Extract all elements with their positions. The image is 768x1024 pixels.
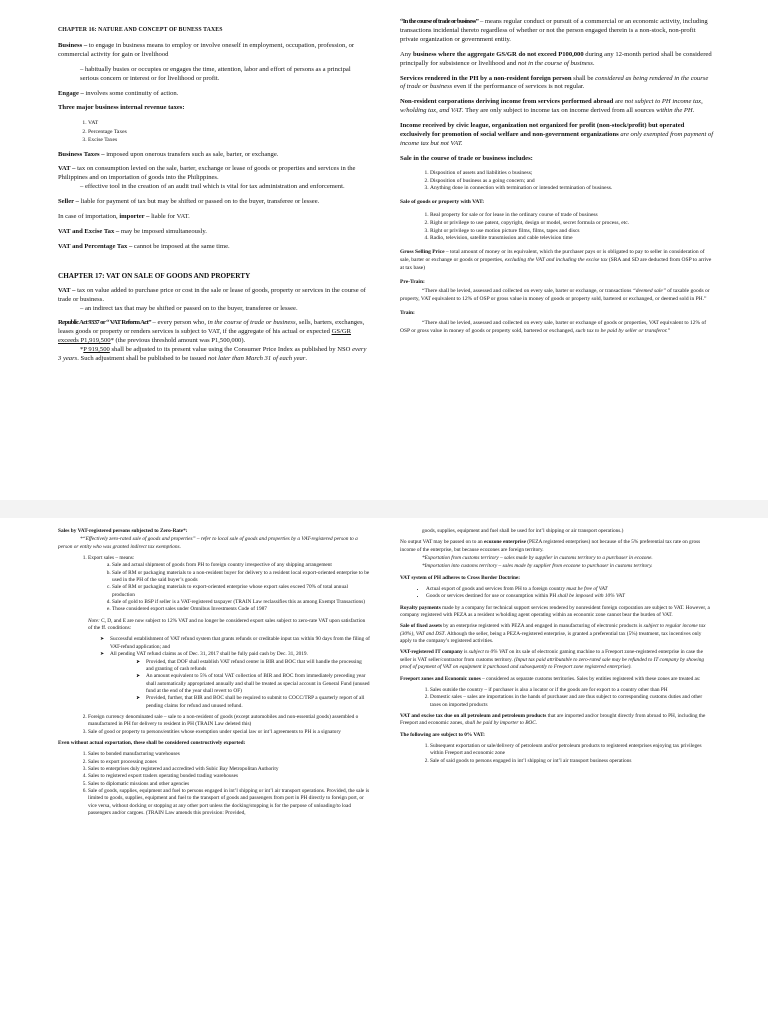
chapter-17-heading: CHAPTER 17: VAT ON SALE OF GOODS AND PROPERTY [58,271,251,280]
vat-excise-note: VAT and Excise Tax – may be imposed simultaneously. [58,228,207,235]
export-sales-list [88,562,370,613]
ecozone-paragraph: No output VAT may be passed on to an ecozone enterprise (PEZA registered enterprises) not because of the 5% preferential tax rate on gross income of the enterprise, but because ecozones are foreign territory. [400,539,701,553]
list-item: 3. Right or privilege to use motion picture films, films, tapes and discs [430,228,714,236]
fixed-assets-paragraph: Sale of fixed assets by an enterprise registered with PEZA and engaged in manufacturing of electronic products is subject to regular income tax (30%), VAT and DST. Although the seller, being a PEZA-registered enterprise, is granted a preferential tax (5%) treatment, tax incentives only apply to the company’s registered activities. [400,623,706,645]
list-item: 2. Sale of said goods to persons engaged in int’l shipping or int’l air transport business operations [430,758,714,765]
cross-border-list [400,586,714,601]
importation-note: *Importation into customs territory – sales made by supplier from ecozone to purchaser in customs territory. [422,563,653,570]
cross-border-heading: VAT system of PH adheres to Cross Border Doctrine: [400,574,521,581]
list-item: ➤ • An amount equivalent to 5% of total VAT collection of BIR and BOC from immediately preceding year shall automatically appropriated annually and shall be treated as special account in General Fund (unused fund at the end of the year shall revert to OF) [146,673,370,695]
list-item: 3. Sale of good or property to persons/entities whose exemption under special law or int’l agreements to PH is a signatory [88,729,370,736]
list-item: 2. Sales to export processing zones [88,759,370,766]
vat-percentage-note: VAT and Percentage Tax – cannot be imposed at the same time. [58,242,230,250]
list-item: c. Sale of RM or packaging materials to export-oriented enterprise whose export sales exceed 70% of total annual production [112,584,370,599]
list-item: 2. Domestic sales – sales are importations in the hands of purchaser and are thus subject to corresponding customs duties and other taxes on imported products [430,694,714,709]
list-item: 1. Export sales – means: a. Sale and actual shipment of goods from PH to foreign country irrespective of any shipping arrangement b. Sale of RM or packaging materials to a non-resident buyer for delivery to a resident local export-oriented enterprise to be used in the PH of the said buyer’s goods c. Sale of RM or packaging materials to export-oriented enterprise whose export sales exceed 70% of total annual production d. Sale of gold to BSP if seller is a VAT-registered taxpayer (TRAIN Law reclassifies this as among Exempt Transactions) e. Those considered export sales under Omnibus Investments Code of 1987 Note: C, D, and E are now subject to 12% VAT and no longer be considered export sales subject to zero-rate VAT upon satisfaction of the ff. conditions: ➤ Successful establishment of VAT refund system that grants refunds or creditable input tax within 90 days from the filing of VAT-refund application; and ➤ All pending VAT refund claims as of Dec. 31, 2017 shall be fully paid cash by Dec. 31, 2019. ➤ • Provided, that DOF shall establish VAT refund center in BIR and BOC that will handle the processing and granting of cash refunds ➤ • An amount equivalent to 5% of total VAT collection of BIR and BOC from immediately preceding year shall automatically appropriated annually and shall be treated as special account in General Fund (unused fund at the end of the year shall revert to OF) ➤ • Provided, further, that BIR and BOC shall be required to submit to COCC/TRP a quarterly report of all pending claims for refund and unused refund. [88,555,370,710]
list-item: ➤ • Provided, that DOF shall establish VAT refund center in BIR and BOC that will handle the processing and granting of cash refunds [146,659,370,674]
list-item: 2. Right or privilege to use patent, copyright, design or model, secret formula or process, etc. [430,220,714,228]
list-item: • Goods or services destined for use or consumption within PH shall be imposed with 10% VAT [426,593,714,600]
list-item: 1. VAT [88,119,370,127]
subsistence-paragraph: Any business where the aggregate GS/GR do not exceed P100,000 during any 12-month period shall be considered principally for subsistence or livelihood and not in the course of business. [400,50,712,67]
list-item: 1. Subsequent exportation or sale/delivery of petroleum and/or petroleum products to registered enterprises enjoying tax privileges within Freeport and economic zone [430,743,714,758]
list-item: b. Sale of RM or packaging materials to a non-resident buyer for delivery to a resident local export-oriented enterprise to be used in the PH of the said buyer’s goods [112,570,370,585]
exportation-note: *Exportation from customs territory – sales made by supplier in customs territory to a purchaser in ecozone. [422,555,653,562]
threshold-adjustment: *P 919,500 shall be adjusted to its present value using the Consumer Price Index as published by NSO every 3 years. Such adjustment shall be published to be issued not later than March 31 of each year. [58,346,367,363]
it-company-paragraph: VAT-registered IT company is subject to 0% VAT on its sale of electronic gaming machine to a Freeport zone-registered enterprise in case the seller is VAT seller/contractor from customs territory. (Input tax paid attributable to zero-rated sale may be refunded to IT company by showing proof of payment of VAT on equipment it purchased and subsequently to Freeport zone registered enterprise). [400,649,704,671]
services-paragraph: Services rendered in the PH by a non-resident foreign person shall be considered as being rendered in the course of trade or business even if the performance of services is not regular. [400,74,709,91]
list-item: 5. Sales to diplomatic missions and other agencies [88,781,370,788]
page-divider [0,500,768,518]
non-resident-paragraph: Non-resident corporations deriving income from services performed abroad are not subject to PH income tax, w/holding tax, and VAT. They are only subject to income tax on income derived from all sources within the PH. [400,98,703,115]
list-item: ➤ All pending VAT refund claims as of Dec. 31, 2017 shall be fully paid cash by Dec. 31, 2019. ➤ • Provided, that DOF shall establish VAT refund center in BIR and BOC that will handle the processing and granting of cash refunds ➤ • An amount equivalent to 5% of total VAT collection of BIR and BOC from immediately preceding year shall automatically appropriated annually and shall be treated as special account in General Fund (unused fund at the end of the year shall revert to OF) ➤ • Provided, further, that BIR and BOC shall be required to submit to COCC/TRP a quarterly report of all pending claims for refund and unused refund. [110,651,370,710]
sale-goods-heading: Sale of goods or property with VAT: [400,199,485,206]
export-outer-list [58,555,370,736]
list-item: 1. Real property for sale or for lease in the ordinary course of trade of business [430,212,714,220]
constructive-export-heading: Even without actual exportation, these shall be considered constructively exported: [58,739,246,746]
list-item: 1. Sales outside the country – if purchaser is also a locator or if the goods are for export to a country other than PH [430,687,714,694]
document-page-2 [0,518,768,1024]
petroleum-paragraph: VAT and excise tax due on all petroleum and petroleum products that are imported and/or brought directly from abroad to PH, including the Freeport and economic zones, shall be paid by importer to BOC. [400,712,706,727]
continued-text: goods, supplies, equipment and fuel shall be used for int’l shipping or air transport operations.) [422,528,624,534]
list-item: 2. Percentage Taxes [88,128,370,136]
business-taxes-definition: Business Taxes – imposed upon onerous transfers such as sale, barter, or exchange. [58,150,279,158]
vat-2-definition: VAT – tax on value added to purchase price or cost in the sale or lease of goods, property or services in the course of trade or business. [58,286,366,303]
vat-definition-2: – effective tool in the creation of an audit trail which is vital for tax administration and enforcement. [80,183,345,191]
list-item: d. Sale of gold to BSP if seller is a VAT-registered taxpayer (TRAIN Law reclassifies this as among Exempt Transactions) [112,599,370,606]
train-paragraph: “There shall be levied, assessed and collected on every sale, barter or exchange of goods or properties, VAT equivalent to 12% of OSP or gross value in money of goods or property sold, bartered or exchanged, such tax to be paid by seller or transferor.” [400,319,707,334]
freeport-list [400,687,714,709]
list-item: 4. Sales to registered export traders operating bonded trading warehouses [88,773,370,780]
export-note: Note: C, D, and E are now subject to 12% VAT and no longer be considered export sales subject to zero-rate VAT upon satisfaction of the ff. conditions: [88,617,366,632]
business-definition-2: – habitually busies or occupies or engages the time, attention, labor and effort of persons as a principal serious concern or interest or for livelihood or profit. [80,65,351,82]
list-item: 2. Disposition of business as a going concern; and [430,178,714,186]
seller-definition: Seller – liable for payment of tax but may be shifted or passed on to the buyer, transferee or lessee. [58,198,320,206]
list-item: 3. Anything done in connection with termination or intended termination of business. [430,185,714,193]
course-of-trade-definition: “In the course of trade or business” – means regular conduct or pursuit of a commercial or an economic activity, including transactions incidental thereto regardless of whether or not the person engaged therein is a non-stock, non-profit private organization or government entity. [400,18,708,43]
list-item: 3. Excise Taxes [88,136,370,144]
list-item: 1. Disposition of assets and liabilities o business; [430,170,714,178]
list-item: e. Those considered export sales under Omnibus Investments Code of 1987 [112,606,370,613]
royalty-paragraph: Royalty payments made by a company for technical support services rendered by nonresident foreign corporation are subject to VAT. However, a company registered with PEZA as a resident w/holding agent operating within an economic zone cannot bear the burden of VAT. [400,604,710,619]
page-2-left-column [58,528,370,821]
constructive-export-list [58,751,370,817]
gross-selling-price-paragraph: Gross Selling Price – total amount of money or its equivalent, which the purchaser pays or is obligated to pay to seller in consideration of sale, barter or exchange or goods or properties, excluding the VAT and including the excise tax (SRA and SD are deducted from OSP to arrive at tax base) [400,249,712,271]
document-page-1 [0,0,768,500]
freeport-paragraph: Freeport zones and Economic zones – considered as separate customs territories. Sales by entities registered with these zones are treated as: [400,675,701,682]
list-item: 1. Sales to bonded manufacturing warehouses [88,751,370,758]
list-item: 6. Sale of goods, supplies, equipment and fuel to persons engaged in int’l shipping or int’l air transport operations. Provided, the sale is limited to goods, supplies, equipment and fuel to the transport of goods and passengers from port in PH directly to foreign port, or vice versa, without docking or stopping at any other port unless the docking/stopping is for the purpose of unloading/to load passengers and/or cargoes. (TRAIN Law amends this provision: Provided, [88,788,370,817]
business-definition: Business – to engage in business means to employ or involve oneself in employment, occupation, profession, or commercial activity for gain or livelihood [58,41,355,58]
three-major-heading: Three major business internal revenue taxes: [58,104,185,112]
list-item: a. Sale and actual shipment of goods from PH to foreign country irrespective of any shipping arrangement [112,562,370,569]
list-item: ➤ Successful establishment of VAT refund system that grants refunds or creditable input tax within 90 days from the filing of VAT-refund application; and [110,636,370,651]
page-1-left-column [58,26,370,370]
page-1-right-column [400,18,714,341]
zero-vat-heading: The following are subject to 0% VAT: [400,731,485,738]
list-item: ➤ • Provided, further, that BIR and BOC shall be required to submit to COCC/TRP a quarterly report of all pending claims for refund and unused refund. [146,695,370,710]
pre-train-paragraph: “There shall be levied, assessed and collected on every sale, barter or exchange, or transactions “deemed sale” of taxable goods or property, VAT equivalent to 12% of OSP or gross value in money of goods or property sold, bartered or exchanged, or deemed sold in PH.” [400,288,710,303]
sale-includes-list [400,170,714,193]
list-item: • Actual export of goods and services from PH to a foreign country must be free of VAT [426,586,714,593]
engage-definition: Engage – involves some continuity of action. [58,89,179,97]
provisions-list [110,659,370,710]
chapter-16-heading: CHAPTER 16: NATURE AND CONCEPT OF BUNESS TAXES [58,27,223,33]
list-item: 2. Foreign currency denominated sale – sale to a non-resident of goods (except automobiles and non-essential goods) assembled o manufactured in PH for delivery to resident in PH (TRAIN Law deleted this) [88,714,370,729]
pre-train-heading: Pre-Train: [400,278,425,285]
list-item: 4. Radio, television, satellite transmission and cable television time [430,235,714,243]
vat-definition: VAT – tax on consumption levied on the sale, barter, exchange or lease of goods or properties and services in the Philippines and on importation of goods into the Philippines. [58,165,356,182]
civic-league-paragraph: Income received by civic league, organization not organized for profit (non-stock/profit) but operated exclusively for promotion of social welfare and non-government organizations are only exempted from payment of income tax but not VAT. [400,122,714,147]
sale-includes-heading: Sale in the course of trade or business includes: [400,154,533,162]
sale-goods-section [400,199,714,335]
zero-vat-list [400,743,714,765]
vat-2-definition-2: – an indirect tax that may be shifted or passed on to the buyer, transferee or lessee. [80,304,298,312]
page-2-right-column [400,528,714,769]
republic-act-paragraph: Republic Act 9337 or “ VAT Reform Act” – every person who, in the course of trade or business, sells, barters, exchanges, leases goods or property or renders services is subject to VAT, if the aggregate of his actual or expected GS/GR exceeds P1,919,500* (the previous threshold amount was P1,500,000). [58,319,365,345]
importation-note: In case of importation, importer – liable for VAT. [58,213,190,221]
zero-rate-heading: Sales by VAT-registered persons subjected to Zero-Rate*: [58,528,188,534]
zero-rate-definition: *“Effectively zero-rated sale of goods and properties” – refer to local sale of goods and properties by a VAT-registered person to a person or entity who was granted indirect tax exemptions. [58,536,358,550]
tax-list [58,119,370,144]
list-item: 3. Sales to enterprises duly registered and accredited with Subic Bay Metropolitan Authority [88,766,370,773]
train-heading: Train: [400,309,415,316]
conditions-list [88,636,370,709]
sale-goods-list [400,212,714,243]
